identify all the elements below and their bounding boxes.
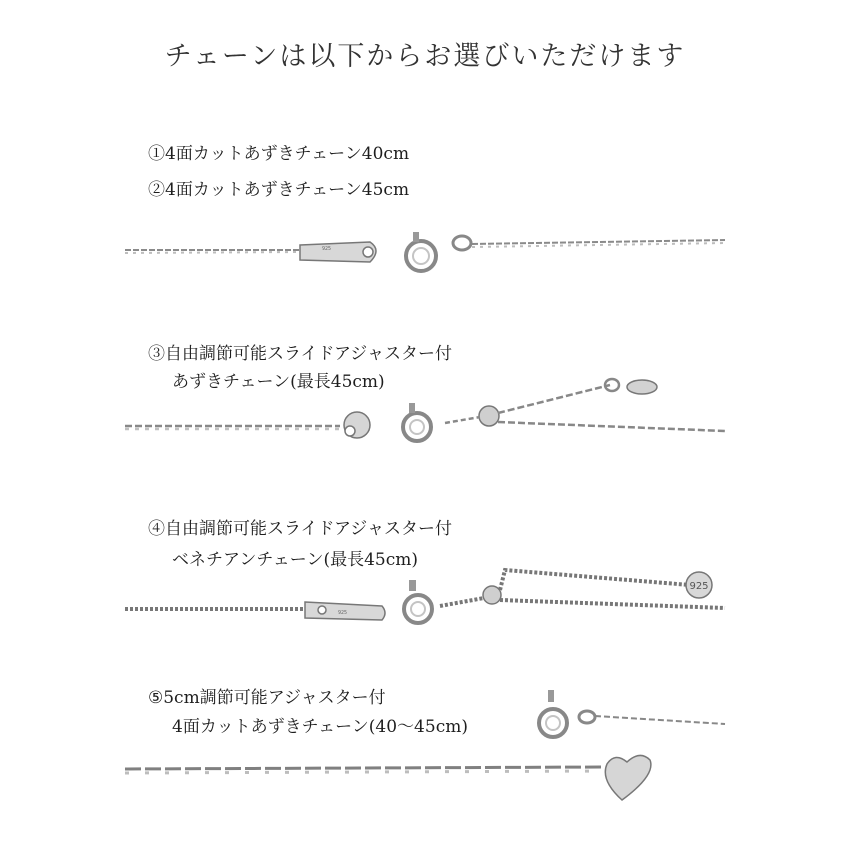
slide-bead: [479, 406, 499, 426]
slide-adjuster-azuki-chain-image: [0, 375, 850, 455]
spring-ring-clasp: [539, 690, 595, 737]
option-1-label: ①4面カットあずきチェーン40cm: [148, 144, 410, 164]
spring-ring-clasp: [404, 580, 432, 623]
chain-upper-strand: [595, 716, 725, 724]
extender-chain: [125, 767, 605, 773]
end-tag-plate: [300, 242, 376, 262]
azuki-chain-image-1: [0, 220, 850, 290]
oval-end-tag: [605, 379, 657, 394]
svg-text:925: 925: [338, 610, 348, 616]
svg-text:925: 925: [689, 581, 709, 592]
option-5-label-line1: ⑤5cm調節可能アジャスター付: [148, 688, 386, 708]
end-tag-plate: [305, 602, 385, 620]
heart-end-tag: [605, 755, 651, 800]
option-4-label-line2: ベネチアンチェーン(最長45cm): [172, 550, 419, 570]
option-3-label-line1: ③自由調節可能スライドアジャスター付: [148, 344, 452, 364]
spring-ring-clasp: [403, 403, 431, 441]
svg-text:925: 925: [322, 246, 332, 252]
round-925-tag: [686, 572, 712, 598]
chain-left-strand: [125, 250, 300, 253]
option-2-label: ②4面カットあずきチェーン45cm: [148, 180, 410, 200]
option-5-label-line2: 4面カットあずきチェーン(40〜45cm): [172, 717, 468, 737]
chain-left-strand: [125, 426, 340, 429]
chain-right-strand: [472, 240, 725, 247]
option-4-label-line1: ④自由調節可能スライドアジャスター付: [148, 519, 452, 539]
spring-ring-clasp: [406, 232, 471, 271]
option-3-label-line2: あずきチェーン(最長45cm): [172, 372, 385, 392]
slide-adjuster-venetian-chain-image: [0, 560, 850, 640]
chain-adjuster-strand: [440, 570, 725, 608]
page-title: チェーンは以下からお選びいただけます: [164, 41, 686, 72]
extender-azuki-chain-image: [0, 680, 850, 810]
round-end-tag: [344, 412, 370, 438]
